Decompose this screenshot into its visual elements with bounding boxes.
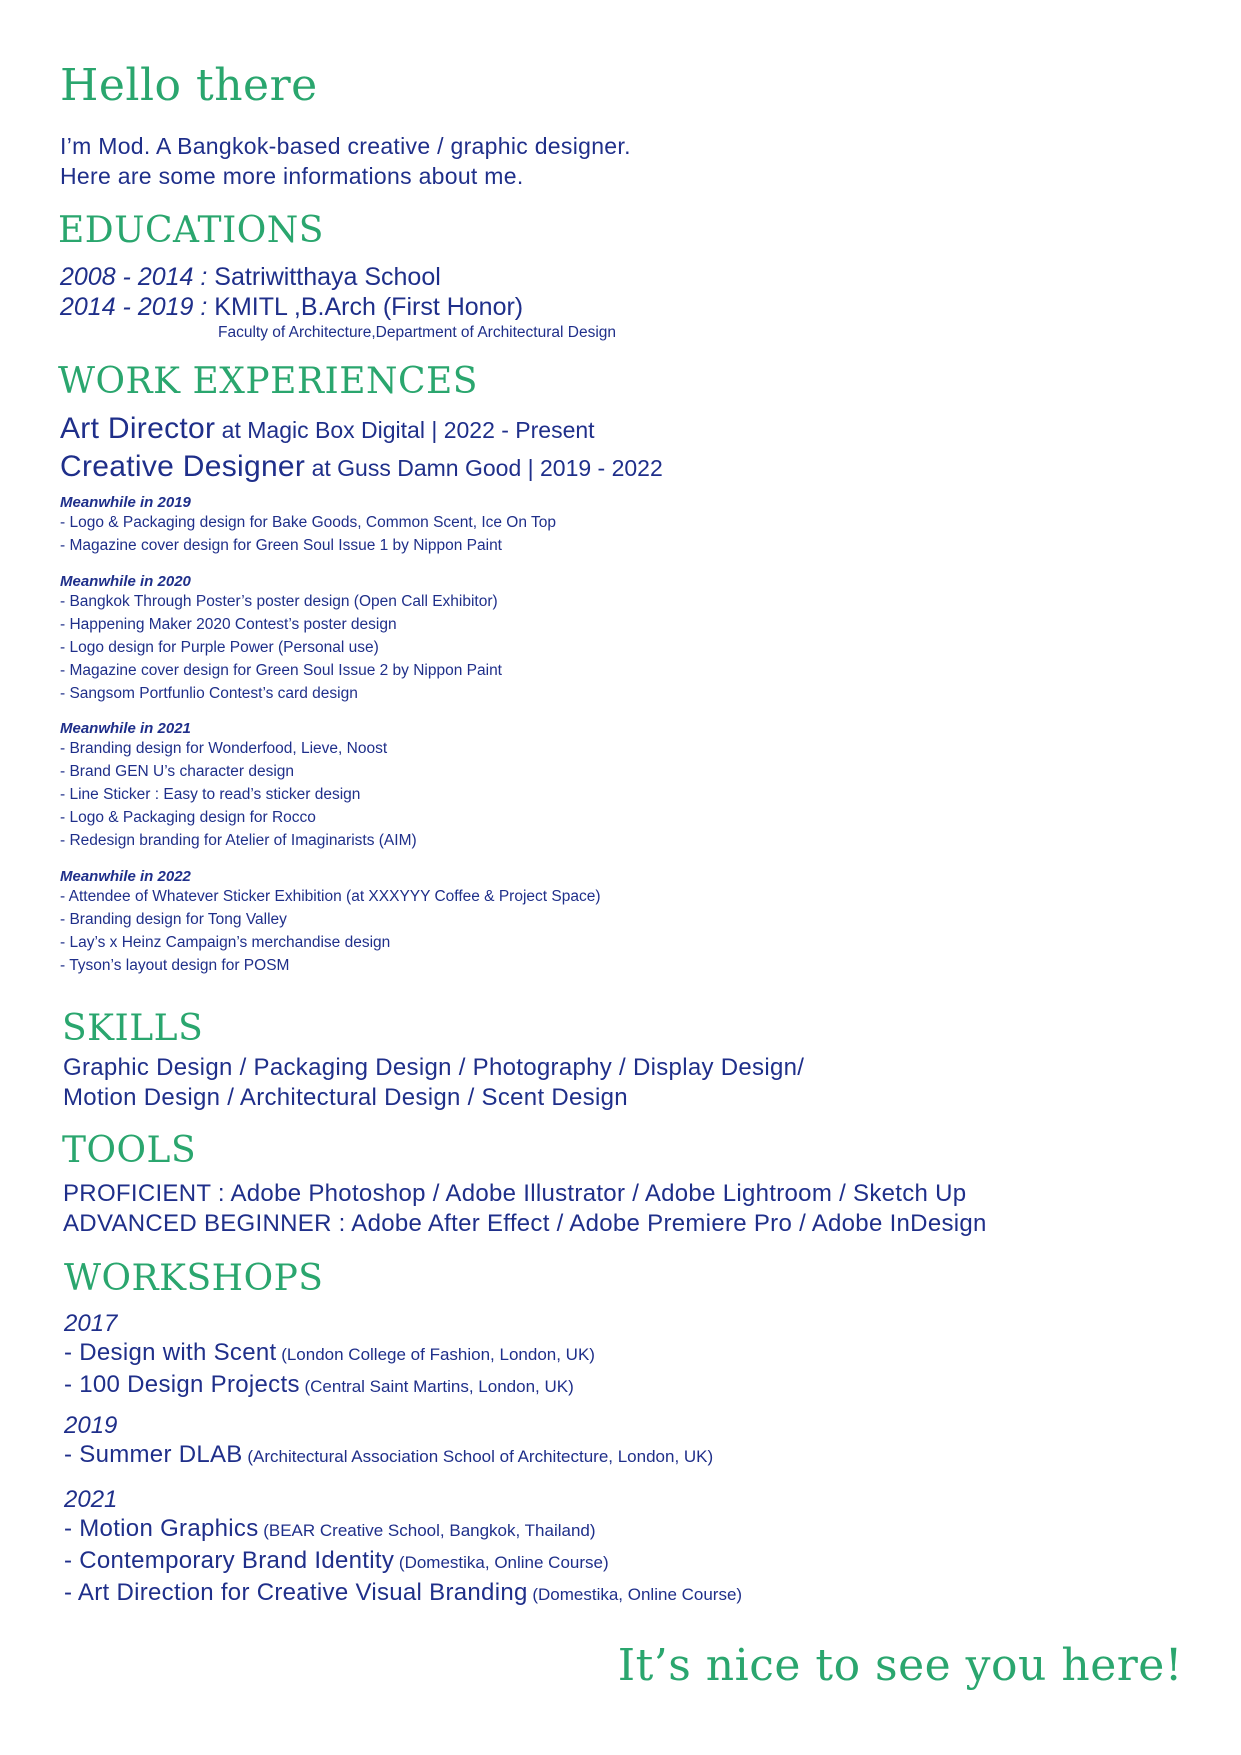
education-years: 2014 - 2019 : [60, 293, 208, 321]
greeting-heading: Hello there [60, 60, 318, 111]
list-item: - Brand GEN U’s character design [60, 763, 295, 780]
list-item: - Happening Maker 2020 Contest’s poster design [60, 616, 397, 633]
education-entry [60, 262, 441, 292]
list-item: - Logo design for Purple Power (Personal use) [60, 639, 379, 656]
workshop-year: 2021 [64, 1486, 118, 1513]
list-item: - Attendee of Whatever Sticker Exhibition (at XXXYYY Coffee & Project Space) [60, 888, 601, 905]
closing-message: It’s nice to see you here! [617, 1640, 1183, 1691]
workshop-item [64, 1440, 713, 1472]
meanwhile-2019 [60, 494, 556, 557]
meanwhile-title: Meanwhile in 2022 [60, 868, 191, 885]
education-school: KMITL ,B.Arch (First Honor) [207, 293, 524, 321]
intro-text [60, 131, 631, 191]
workshop-place: (Domestika, Online Course) [394, 1553, 609, 1572]
workshop-group-2017 [64, 1310, 595, 1402]
list-item: - Magazine cover design for Green Soul Issue 1 by Nippon Paint [60, 537, 502, 554]
skills-line: Graphic Design / Packaging Design / Photography / Display Design/ [63, 1054, 805, 1081]
list-item: - Sangsom Portfunlio Contest’s card design [60, 685, 358, 702]
skills-text [63, 1053, 804, 1113]
workshop-group-2021 [64, 1486, 742, 1610]
education-years: 2008 - 2014 : [60, 263, 208, 291]
list-item: - Tyson’s layout design for POSM [60, 957, 290, 974]
meanwhile-title: Meanwhile in 2019 [60, 494, 191, 511]
workshop-name: - Summer DLAB [64, 1441, 243, 1468]
list-item: - Line Sticker : Easy to read’s sticker design [60, 786, 361, 803]
workshop-item [64, 1514, 742, 1546]
tools-line: ADVANCED BEGINNER : Adobe After Effect / Adobe Premiere Pro / Adobe InDesign [63, 1210, 987, 1237]
workshop-item [64, 1338, 595, 1370]
role-entry [60, 410, 595, 449]
workshop-name: - Contemporary Brand Identity [64, 1547, 395, 1574]
tools-heading: TOOLS [62, 1130, 197, 1171]
education-faculty: Faculty of Architecture,Department of Architectural Design [218, 324, 617, 341]
meanwhile-title: Meanwhile in 2021 [60, 720, 191, 737]
workshop-year: 2017 [64, 1310, 118, 1337]
workshop-item [64, 1546, 742, 1578]
educations-heading: EDUCATIONS [58, 210, 324, 251]
role-title: Creative Designer [60, 450, 306, 483]
education-entry [60, 292, 523, 322]
workshop-place: (Domestika, Online Course) [527, 1585, 743, 1604]
workshop-item [64, 1370, 595, 1402]
education-school: Satriwitthaya School [207, 263, 441, 291]
meanwhile-2020 [60, 573, 502, 705]
role-company: at Magic Box Digital | 2022 - Present [215, 417, 595, 443]
role-entry [60, 448, 663, 487]
list-item: - Branding design for Tong Valley [60, 911, 287, 928]
list-item: - Magazine cover design for Green Soul Issue 2 by Nippon Paint [60, 662, 502, 679]
meanwhile-2021 [60, 720, 417, 852]
workshop-item [64, 1578, 742, 1610]
meanwhile-2022 [60, 868, 600, 977]
role-company: at Guss Damn Good | 2019 - 2022 [305, 455, 663, 481]
list-item: - Logo & Packaging design for Rocco [60, 809, 316, 826]
skills-line: Motion Design / Architectural Design / Scent Design [63, 1084, 628, 1111]
workshop-group-2019 [64, 1412, 713, 1472]
workshop-place: (Central Saint Martins, London, UK) [299, 1377, 574, 1396]
workshop-name: - Design with Scent [64, 1339, 277, 1366]
meanwhile-title: Meanwhile in 2020 [60, 573, 191, 590]
workshop-name: - 100 Design Projects [64, 1371, 300, 1398]
list-item: - Redesign branding for Atelier of Imaginarists (AIM) [60, 832, 417, 849]
workshop-name: - Motion Graphics [64, 1515, 259, 1542]
workshop-place: (Architectural Association School of Architecture, London, UK) [242, 1447, 714, 1466]
workshop-place: (London College of Fashion, London, UK) [276, 1345, 595, 1364]
list-item: - Logo & Packaging design for Bake Goods, Common Scent, Ice On Top [60, 514, 556, 531]
tools-line: PROFICIENT : Adobe Photoshop / Adobe Illustrator / Adobe Lightroom / Sketch Up [63, 1180, 967, 1207]
intro-line: I’m Mod. A Bangkok-based creative / graphic designer. [60, 133, 631, 159]
work-experiences-heading: WORK EXPERIENCES [58, 361, 478, 402]
workshop-name: - Art Direction for Creative Visual Branding [64, 1579, 528, 1606]
workshop-year: 2019 [64, 1412, 118, 1439]
workshops-heading: WORKSHOPS [64, 1258, 324, 1299]
list-item: - Lay’s x Heinz Campaign’s merchandise design [60, 934, 391, 951]
list-item: - Branding design for Wonderfood, Lieve, Noost [60, 740, 388, 757]
skills-heading: SKILLS [62, 1008, 204, 1049]
workshop-place: (BEAR Creative School, Bangkok, Thailand) [258, 1521, 596, 1540]
intro-line: Here are some more informations about me. [60, 163, 524, 189]
role-title: Art Director [60, 412, 216, 445]
tools-text [63, 1179, 987, 1239]
list-item: - Bangkok Through Poster’s poster design (Open Call Exhibitor) [60, 593, 498, 610]
